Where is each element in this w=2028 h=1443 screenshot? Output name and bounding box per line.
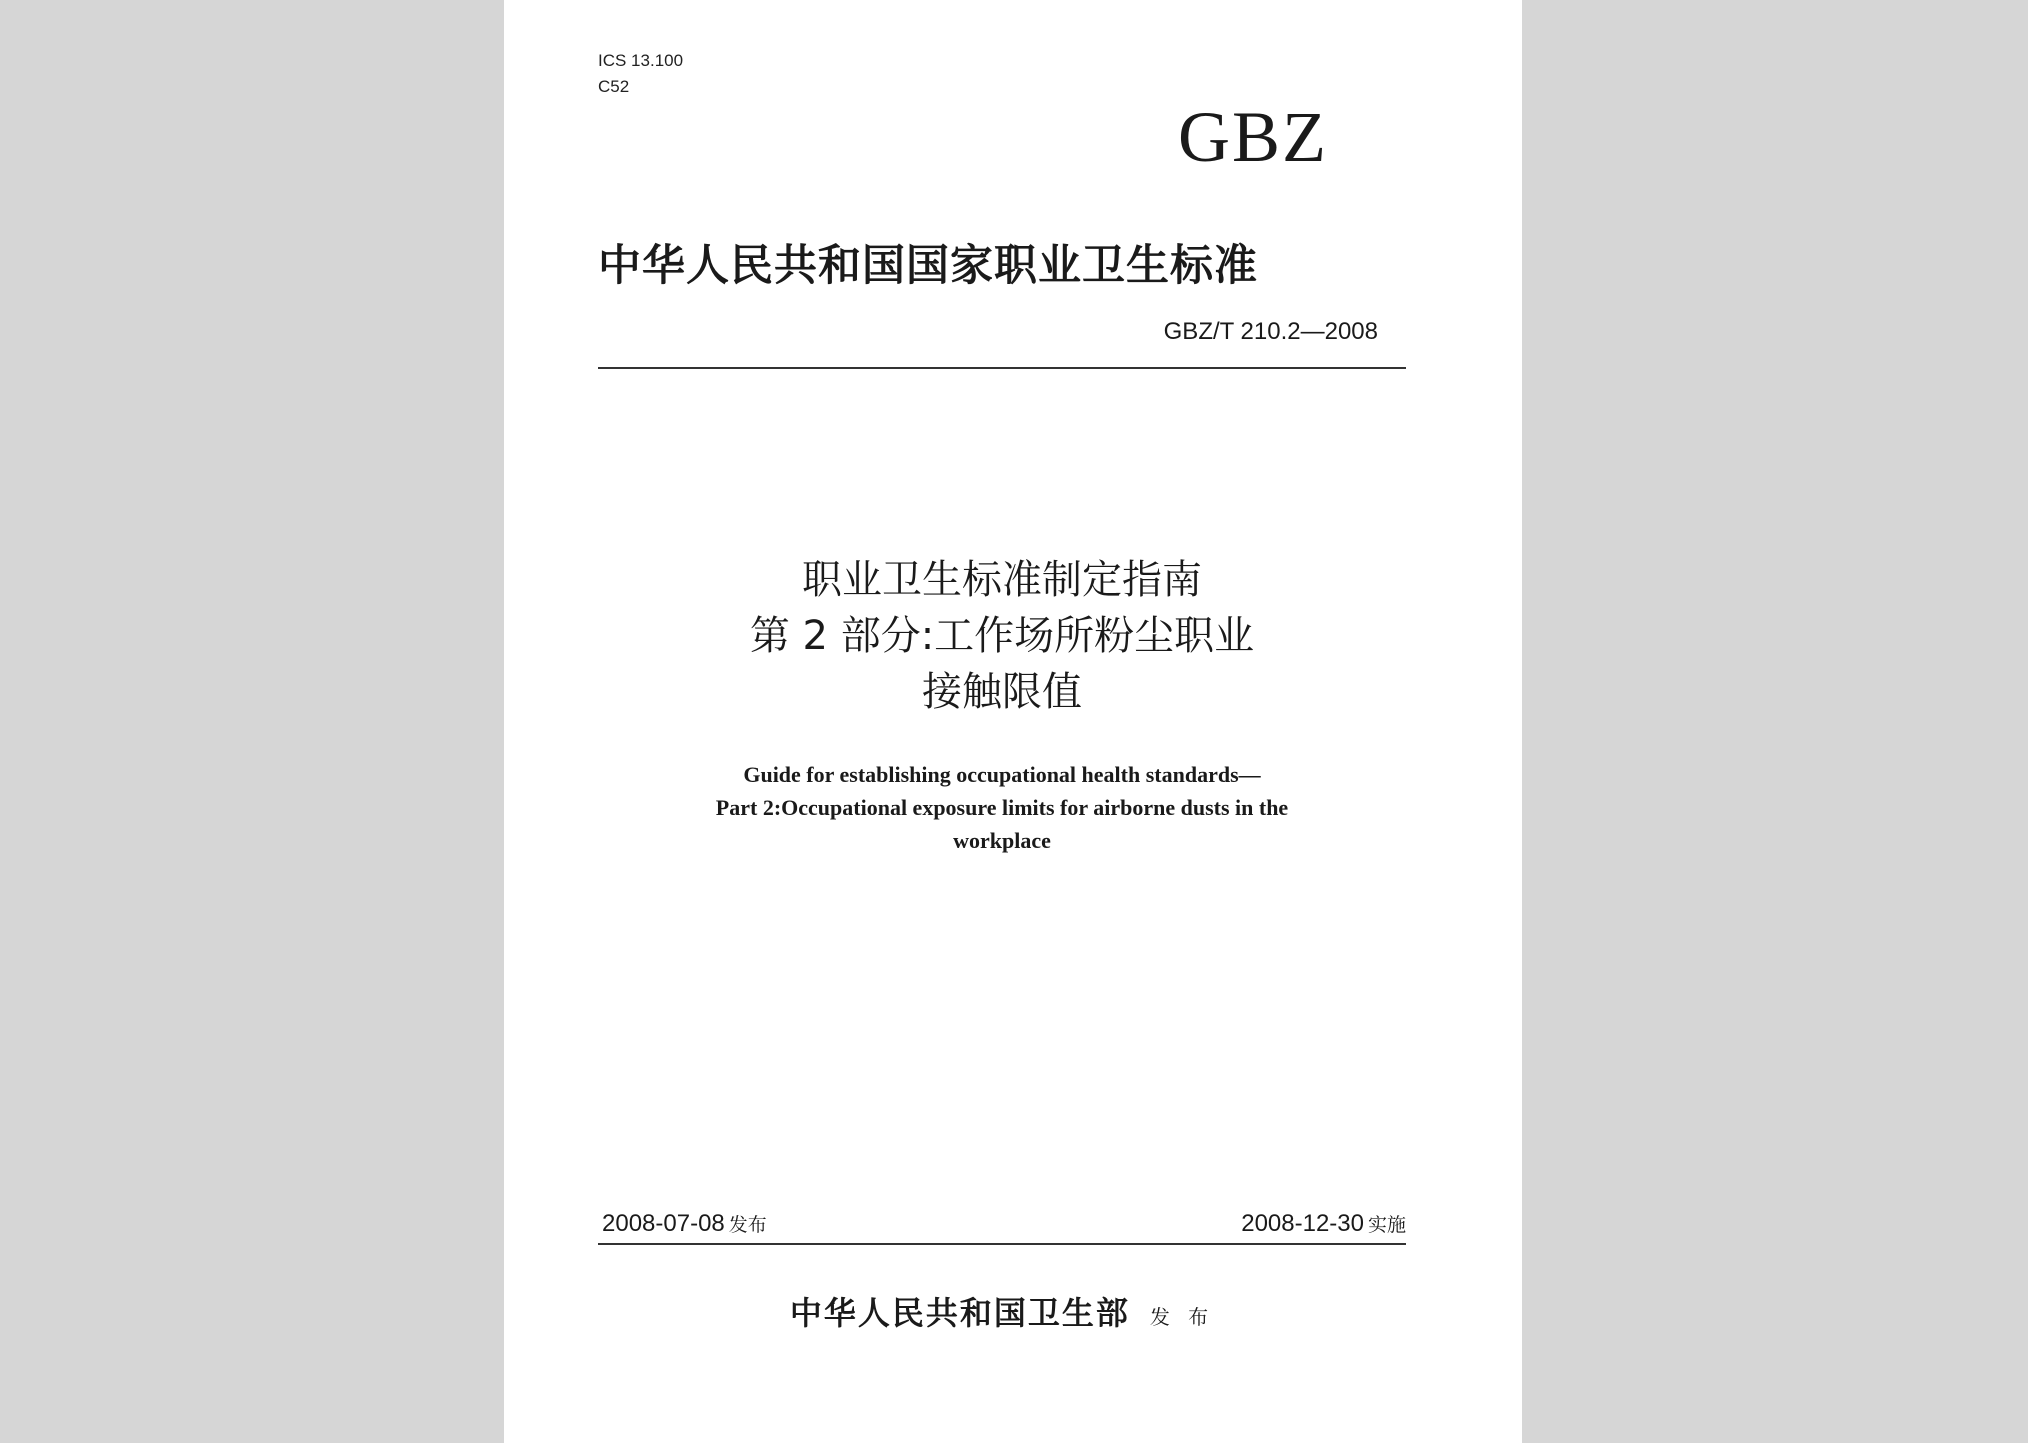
bottom-divider: [598, 1243, 1406, 1245]
publisher-label: 发 布: [1149, 1305, 1215, 1329]
publisher: [598, 1288, 1406, 1334]
classification-codes: [598, 48, 683, 100]
chinese-title-line-1: 职业卫生标准制定指南: [802, 557, 1202, 603]
publisher-name: 中华人民共和国卫生部: [789, 1294, 1130, 1332]
english-title-line-3: workplace: [953, 828, 1051, 853]
english-title-line-1: Guide for establishing occupational health standards—: [743, 762, 1261, 787]
standard-category: 中华人民共和国国家职业卫生标准: [598, 241, 1258, 291]
issue-date-block: [602, 1210, 767, 1238]
document-page: [504, 0, 1522, 1443]
english-title-line-2: Part 2:Occupational exposure limits for airborne dusts in the: [715, 795, 1289, 820]
implementation-label: 实施: [1367, 1214, 1406, 1236]
issue-date: 2008-07-08: [602, 1210, 725, 1237]
chinese-title-line-3: 接触限值: [922, 669, 1082, 715]
implementation-date-block: [1241, 1210, 1406, 1238]
standard-code: GBZ/T 210.2—2008: [1163, 318, 1378, 345]
gbz-logo: GBZ: [1178, 97, 1328, 177]
dates-row: [598, 1210, 1406, 1244]
implementation-date: 2008-12-30: [1241, 1210, 1364, 1237]
top-divider: [598, 367, 1406, 369]
ics-code: ICS 13.100: [598, 51, 684, 70]
chinese-title: [598, 552, 1406, 720]
english-title: [598, 758, 1406, 857]
ccs-code: C52: [598, 77, 630, 96]
issue-label: 发布: [728, 1214, 767, 1236]
chinese-title-line-2: 第 2 部分:工作场所粉尘职业: [749, 613, 1255, 659]
